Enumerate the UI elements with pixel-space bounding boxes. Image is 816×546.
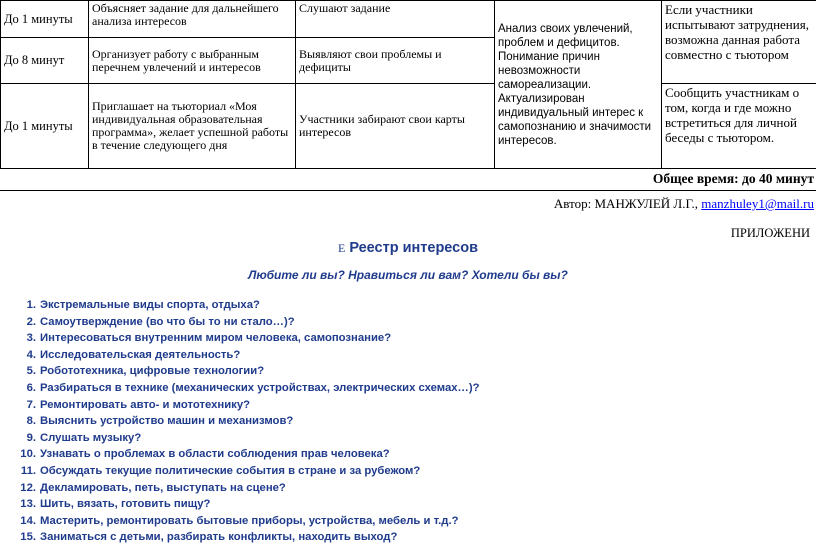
registry-heading: [0, 239, 816, 257]
lesson-plan-table: [0, 0, 816, 169]
total-time: Общее время: до 40 минут: [653, 171, 814, 187]
item-number: 6.: [0, 380, 36, 397]
author-label: Автор: МАНЖУЛЕЙ Л.Г.,: [554, 196, 698, 211]
item-number: 10.: [0, 446, 36, 463]
item-number: 4.: [0, 347, 36, 364]
item-text: Выяснить устройство машин и механизмов?: [40, 413, 293, 430]
item-number: 14.: [0, 513, 36, 530]
author-email-link[interactable]: manzhuley1@mail.ru: [701, 196, 814, 211]
item-number: 5.: [0, 363, 36, 380]
item-text: Разбираться в технике (механических устройствах, электрических схемах…)?: [40, 380, 480, 397]
item-text: Самоутверждение (во что бы то ни стало…)?: [40, 314, 295, 331]
page-title: Реестр интересов: [349, 240, 478, 256]
item-number: 11.: [0, 463, 36, 480]
item-text: Заниматься с детьми, разбирать конфликты, находить выход?: [40, 529, 397, 546]
student-action-cell: Слушают задание: [296, 1, 495, 38]
appendix-label: ПРИЛОЖЕНИ: [731, 226, 810, 241]
heading-prefix: Е: [338, 241, 345, 255]
note-cell: Если участники испытывают затруднения, возможна данная работа совместно с тьютором: [662, 1, 816, 84]
item-number: 7.: [0, 397, 36, 414]
table-row: [1, 84, 816, 169]
duration-cell: До 8 минут: [1, 38, 89, 84]
item-text: Декламировать, петь, выступать на сцене?: [40, 480, 286, 497]
item-number: 3.: [0, 330, 36, 347]
duration-cell: До 1 минуты: [1, 84, 89, 169]
divider: [0, 190, 816, 191]
teacher-action-cell: Организует работу с выбранным перечнем увлечений и интересов: [89, 38, 296, 84]
item-text: Обсуждать текущие политические события в стране и за рубежом?: [40, 463, 420, 480]
student-action-cell: Выявляют свои проблемы и дефициты: [296, 38, 495, 84]
item-number: 9.: [0, 430, 36, 447]
item-text: Робототехника, цифровые технологии?: [40, 363, 264, 380]
author-line: [554, 196, 814, 212]
item-number: 13.: [0, 496, 36, 513]
item-number: 1.: [0, 297, 36, 314]
item-number: 2.: [0, 314, 36, 331]
teacher-action-cell: Объясняет задание для дальнейшего анализа интересов: [89, 1, 296, 38]
item-text: Узнавать о проблемах в области соблюдения прав человека?: [40, 446, 390, 463]
table-row: [1, 1, 816, 38]
item-text: Интересоваться внутренним миром человека, самопознание?: [40, 330, 391, 347]
note-cell: Сообщить участникам о том, когда и где можно встретиться для личной беседы с тьютором.: [662, 84, 816, 169]
item-text: Экстремальные виды спорта, отдыха?: [40, 297, 260, 314]
item-text: Ремонтировать авто- и мототехнику?: [40, 397, 250, 414]
item-text: Мастерить, ремонтировать бытовые приборы, устройства, мебель и т.д.?: [40, 513, 458, 530]
item-number: 12.: [0, 480, 36, 497]
item-text: Исследовательская деятельность?: [40, 347, 240, 364]
item-number: 15.: [0, 529, 36, 546]
duration-cell: До 1 минуты: [1, 1, 89, 38]
student-action-cell: Участники забирают свои карты интересов: [296, 84, 495, 169]
item-text: Слушать музыку?: [40, 430, 141, 447]
registry-subtitle: Любите ли вы? Нравиться ли вам? Хотели бы вы?: [0, 268, 816, 282]
item-number: 8.: [0, 413, 36, 430]
item-text: Шить, вязать, готовить пищу?: [40, 496, 210, 513]
teacher-action-cell: Приглашает на тьюториал «Моя индивидуальная образовательная программа», желает успешной работы в течение следующего дня: [89, 84, 296, 169]
result-cell: Анализ своих увлечений, проблем и дефицитов. Понимание причин невозможности самореализации. Актуализирован индивидуальный интерес к самопознанию и значимости интересов.: [495, 1, 662, 169]
